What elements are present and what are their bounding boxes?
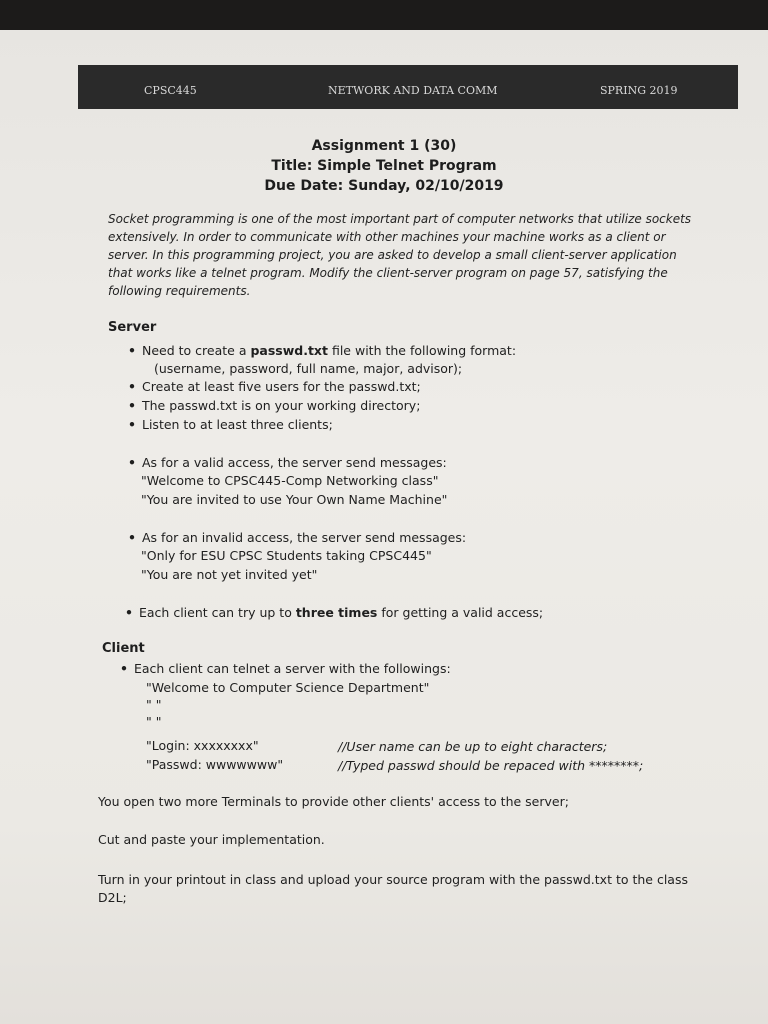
document-page: [0, 30, 768, 1024]
assignment-number: Assignment 1 (30): [311, 138, 457, 154]
bullet-icon: •: [128, 379, 136, 394]
list-item: • As for a valid access, the server send messages:: [128, 455, 447, 470]
valid-message-1: "Welcome to CPSC445-Comp Networking class": [141, 473, 439, 488]
blank-line: " ": [146, 697, 162, 712]
bullet-icon: •: [128, 417, 136, 432]
bullet-icon: •: [128, 343, 136, 358]
list-item: • Create at least five users for the passwd.txt;: [128, 379, 421, 394]
valid-message-2: "You are invited to use Your Own Name Machine": [141, 492, 448, 507]
passwd-comment: //Typed passwd should be repaced with ********;: [338, 758, 644, 773]
list-item: • Each client can try up to three times for getting a valid access;: [125, 605, 544, 620]
list-item: • Listen to at least three clients;: [128, 417, 333, 432]
server-heading: Server: [108, 320, 157, 335]
course-subject: NETWORK AND DATA COMM: [328, 84, 498, 97]
list-item: • Need to create a passwd.txt file with the following format:: [128, 343, 517, 358]
client-heading: Client: [102, 641, 145, 656]
submission-instruction: Turn in your printout in class and upload your source program with the passwd.txt to the class D2L;: [98, 872, 688, 905]
list-item: • As for an invalid access, the server send messages:: [128, 530, 467, 545]
header-bar: [78, 65, 738, 109]
blank-line: " ": [146, 714, 162, 729]
course-term: SPRING 2019: [600, 84, 678, 97]
bullet-icon: •: [128, 455, 136, 470]
implementation-instruction: Cut and paste your implementation.: [98, 832, 325, 847]
invalid-message-2: "You are not yet invited yet": [141, 567, 318, 582]
intro-paragraph: Socket programming is one of the most important part of computer networks that utilize sockets extensively. In order to communicate with other machines your machine works as a client or server. In this programming project, you are asked to develop a small client-server application that works like a telnet program. Modify the client-server program on page 57, satisfying the following requirements.: [108, 212, 692, 298]
terminal-instruction: You open two more Terminals to provide other clients' access to the server;: [98, 794, 569, 809]
passwd-prompt: "Passwd: wwwwwww": [146, 757, 284, 772]
bullet-icon: •: [128, 530, 136, 545]
bullet-icon: •: [128, 398, 136, 413]
bullet-icon: •: [125, 605, 133, 620]
client-welcome: "Welcome to Computer Science Department": [146, 680, 430, 695]
bullet-icon: •: [120, 661, 128, 676]
list-item: • Each client can telnet a server with the followings:: [120, 661, 451, 676]
login-prompt: "Login: xxxxxxxx": [146, 738, 259, 753]
due-date: Due Date: Sunday, 02/10/2019: [264, 178, 504, 194]
assignment-title: Title: Simple Telnet Program: [271, 158, 497, 174]
passwd-format: (username, password, full name, major, advisor);: [154, 361, 463, 376]
login-comment: //User name can be up to eight characters;: [338, 739, 608, 754]
course-code: CPSC445: [144, 84, 197, 97]
list-item: • The passwd.txt is on your working directory;: [128, 398, 421, 413]
invalid-message-1: "Only for ESU CPSC Students taking CPSC445": [141, 548, 432, 563]
title-block: [0, 136, 768, 196]
